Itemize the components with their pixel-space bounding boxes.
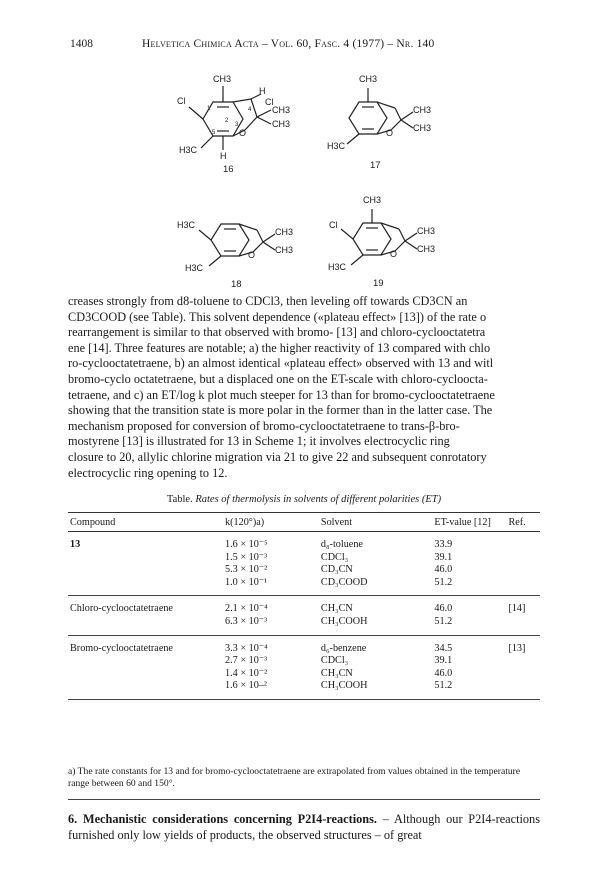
table-row — [68, 532, 540, 552]
locant: 3 — [235, 122, 239, 128]
table-caption-label: Table. — [166, 494, 193, 505]
footnote-text: a) The rate constants for 13 and for bromo-cyclooctatetraene are extrapolated from values obtained in the temperature range between 60 and 150°. — [68, 766, 521, 790]
label-cl: Cl — [177, 96, 186, 106]
solvent-cell: CH₃CN — [320, 603, 353, 615]
running-head: Helvetica Chimica Acta – Vol. 60, Fasc. 4 (1977) – Nr. 140 — [142, 38, 435, 50]
section-paragraph — [68, 812, 540, 843]
rate-cell: 1.6 × 10–² — [217, 680, 319, 699]
solvent-cell: CH₃COOH — [319, 680, 432, 699]
label-ch3: CH3 — [363, 195, 382, 205]
rate-cell: 5.3 × 10⁻² — [225, 564, 268, 576]
solvent-cell: CH₃CN — [320, 667, 353, 679]
structure-18 — [175, 202, 315, 290]
paragraph-line: closure to 20, allylic chlorine migration via 21 to give 22 and subsequent conrotatory — [68, 449, 487, 464]
et-value-cell: 33.9 — [434, 539, 453, 550]
ref-cell — [506, 680, 540, 699]
label-h: H — [220, 151, 227, 161]
section-heading: 6. Mechanistic considerations concerning P2I4-reactions. — [68, 812, 377, 826]
structure-19 — [315, 193, 455, 290]
column-header: ET-value [12] — [432, 513, 506, 532]
et-value-cell: 46.0 — [434, 667, 453, 679]
rate-cell: 3.3 × 10⁻⁴ — [225, 642, 268, 654]
label-o: O — [239, 128, 247, 138]
label-o: O — [248, 250, 256, 260]
rate-cell: 6.3 × 10⁻³ — [217, 616, 319, 635]
table-row — [68, 596, 540, 616]
solvent-cell: CDCl₃ — [320, 551, 349, 563]
table-row — [68, 577, 540, 596]
solvent-cell: CD₃COOD — [319, 577, 432, 596]
label-ch3: CH3 — [275, 227, 294, 237]
rate-cell: 1.5 × 10⁻³ — [225, 551, 268, 563]
ref-cell — [506, 616, 540, 635]
rate-cell: 1.4 × 10⁻² — [225, 667, 268, 679]
ref-cell: [13] — [508, 642, 526, 654]
ref-cell — [506, 577, 540, 596]
label-ch3: CH3 — [413, 123, 432, 133]
et-value-cell: 46.0 — [434, 603, 453, 615]
compound-cell: Chloro-cyclooctatetraene — [70, 603, 173, 615]
compound-cell — [68, 616, 217, 635]
label-ch3: CH3 — [275, 245, 294, 255]
et-value-cell: 39.1 — [434, 551, 453, 563]
label-ch3: CH3 — [417, 244, 436, 254]
paragraph-line: ene [14]. Three features are notable; a) the higher reactivity of 13 compared with chlo — [68, 340, 491, 355]
body-paragraph — [68, 294, 540, 481]
label-cl: Cl — [265, 97, 274, 107]
paragraph-line: tetraene, and c) an ET/log k plot much steeper for 13 than for bromo-cyclooctatetraene — [68, 387, 495, 402]
rate-cell: 2.1 × 10⁻⁴ — [225, 603, 268, 615]
paragraph-line: CD3COOD (see Table). This solvent dependence («plateau effect» [13]) of the rate o — [68, 309, 487, 324]
label-h3c: H3C — [328, 262, 347, 272]
compound-cell — [68, 655, 217, 668]
label-ch3: CH3 — [359, 74, 378, 84]
label-h3c: H3C — [185, 263, 204, 273]
solvent-cell: CH₃COOH — [319, 616, 432, 635]
structure-16 — [155, 72, 305, 175]
column-header: Ref. — [506, 513, 540, 532]
ref-cell — [506, 655, 540, 668]
compound-cell — [68, 552, 217, 565]
table-row — [68, 655, 540, 668]
ref-cell — [506, 552, 540, 565]
label-h: H — [259, 86, 266, 96]
locant: 5 — [212, 130, 216, 136]
label-h3c: H3C — [327, 141, 346, 151]
rate-cell: 1.0 × 10⁻¹ — [217, 577, 319, 596]
page-number: 1408 — [70, 38, 93, 50]
ref-cell — [506, 564, 540, 577]
paragraph-line: rearrangement is similar to that observed with bromo- [13] and chloro-cyclooctatetra — [68, 325, 486, 340]
label-h3c: H3C — [177, 220, 196, 230]
compound-cell — [68, 564, 217, 577]
ref-cell: [14] — [508, 603, 526, 615]
label-ch3: CH3 — [413, 105, 432, 115]
et-value-cell: 39.1 — [434, 655, 453, 667]
table-row — [68, 616, 540, 635]
paragraph-line: mechanism proposed for conversion of bromo-cyclooctatetraene to trans-β-bro- — [68, 418, 460, 433]
compound-cell — [68, 668, 217, 681]
compound-number: 16 — [223, 164, 234, 175]
rate-cell: 1.6 × 10⁻⁵ — [225, 539, 268, 550]
compound-cell: Bromo-cyclooctatetraene — [70, 642, 173, 654]
compound-number: 17 — [370, 160, 381, 171]
locant: 2 — [225, 118, 229, 124]
table-row — [68, 552, 540, 565]
paragraph-line: showing that the transition state is more polar in the former than in the latter case. The — [68, 403, 493, 418]
solvent-cell: CD₃CN — [320, 564, 353, 576]
paragraph-line: electrocyclic ring opening to 12. — [68, 465, 228, 480]
footnote-rule — [68, 799, 540, 800]
section-text: – Although our P2I4-reactions furnished only low yields of products, the observed structures – of great — [68, 812, 540, 842]
column-header: Compound — [68, 513, 217, 532]
column-header: Solvent — [319, 513, 432, 532]
label-o: O — [386, 128, 394, 138]
paragraph-line: bromo-cyclo octatetraene, but a displaced one on the ET-scale with chloro-cycloocta- — [68, 371, 488, 386]
table-header-row — [68, 513, 540, 532]
label-ch3: CH3 — [272, 119, 291, 129]
compound-cell: 13 — [70, 539, 81, 550]
table-caption — [68, 494, 540, 505]
table-row — [68, 668, 540, 681]
locant: 4 — [248, 107, 252, 113]
et-value-cell: 51.2 — [432, 680, 506, 699]
solvent-cell: d₆-benzene — [320, 642, 367, 654]
rates-table — [68, 512, 540, 700]
compound-number: 19 — [373, 278, 384, 289]
et-value-cell: 51.2 — [432, 616, 506, 635]
label-ch3: CH3 — [272, 105, 291, 115]
table-caption-text: Rates of thermolysis in solvents of different polarities (ET) — [195, 494, 442, 505]
et-value-cell: 34.5 — [434, 642, 453, 654]
ref-cell — [506, 668, 540, 681]
paragraph-line: creases strongly from d8-toluene to CDCl3, then leveling off towards CD3CN an — [68, 294, 468, 308]
paragraph-line: mostyrene [13] is illustrated for 13 in Scheme 1; it involves electrocyclic ring — [68, 434, 450, 449]
table-footnote — [68, 766, 540, 800]
label-o: O — [390, 249, 398, 259]
table-row — [68, 564, 540, 577]
label-ch3: CH3 — [213, 74, 232, 84]
label-cl: Cl — [329, 220, 338, 230]
locant: 1 — [207, 106, 211, 112]
compound-number: 18 — [231, 279, 242, 290]
column-header: k(120°)a) — [217, 513, 319, 532]
et-value-cell: 46.0 — [434, 564, 453, 576]
ref-cell — [506, 532, 540, 552]
compound-cell — [68, 577, 217, 596]
table-row — [68, 680, 540, 699]
solvent-cell: d₈-toluene — [320, 539, 363, 550]
paragraph-line: ro-cyclooctatetraene, b) an almost identical «plateau effect» observed with 13 and witl — [68, 356, 494, 371]
structure-17 — [325, 72, 445, 172]
label-h3c: H3C — [179, 145, 198, 155]
et-value-cell: 51.2 — [432, 577, 506, 596]
table-row — [68, 635, 540, 655]
label-ch3: CH3 — [417, 226, 436, 236]
compound-cell — [68, 680, 217, 699]
rate-cell: 2.7 × 10⁻³ — [225, 655, 268, 667]
solvent-cell: CDCl₃ — [320, 655, 349, 667]
